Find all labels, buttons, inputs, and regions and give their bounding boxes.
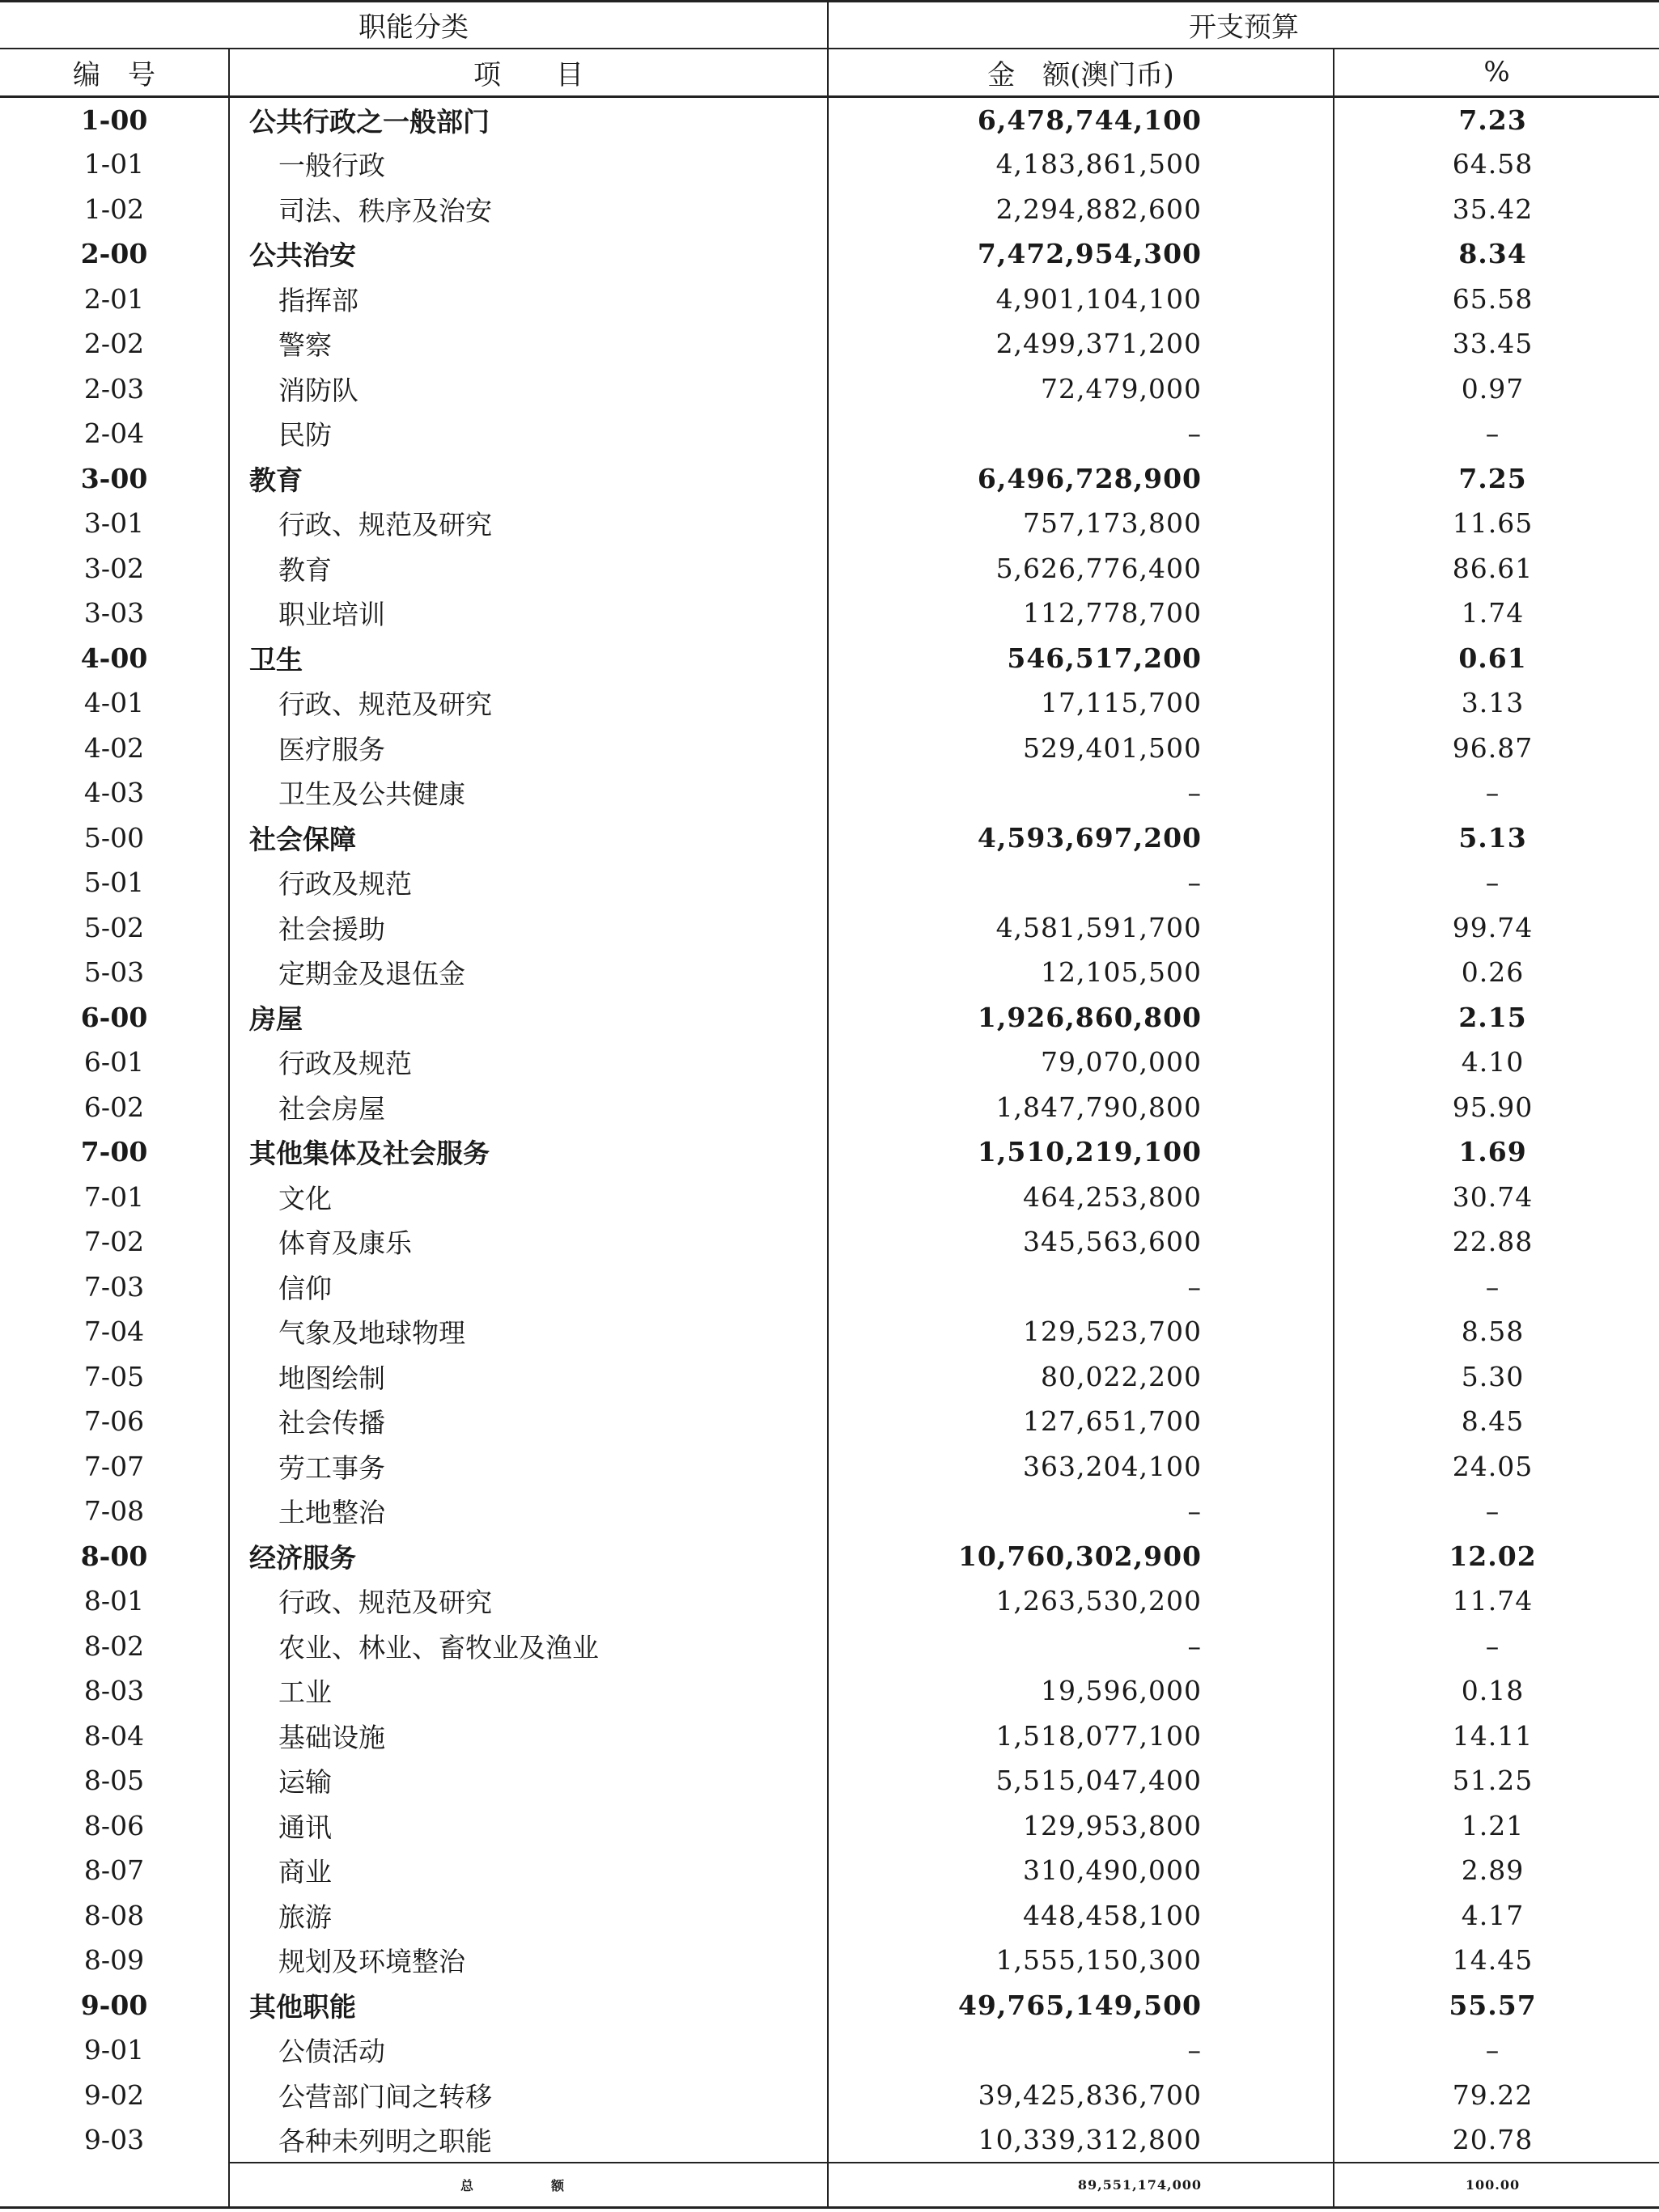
table-row [0, 1085, 1659, 1130]
category-row [0, 636, 1659, 681]
row-percent: 35.42 [1334, 187, 1659, 232]
row-item: 其他职能 [229, 1983, 828, 2028]
row-code: 2-02 [83, 328, 145, 360]
row-amount: 5,515,047,400 [828, 1758, 1334, 1803]
row-item: 公共行政之一般部门 [229, 97, 828, 142]
row-amount: 2,294,882,600 [828, 187, 1334, 232]
row-percent: – [1334, 860, 1659, 905]
row-item: 运输 [229, 1758, 828, 1803]
row-amount: – [828, 2028, 1334, 2073]
table-row [0, 591, 1659, 636]
row-percent: 4.17 [1334, 1893, 1659, 1939]
row-percent: 65.58 [1334, 277, 1659, 322]
row-item: 地图绘制 [229, 1354, 828, 1400]
table-row [0, 1309, 1659, 1354]
row-percent: 0.18 [1334, 1668, 1659, 1714]
row-item: 行政、规范及研究 [229, 501, 828, 546]
row-amount: 546,517,200 [828, 636, 1334, 681]
table-row [0, 1714, 1659, 1759]
row-code: 7-06 [83, 1405, 145, 1438]
row-percent: 1.21 [1334, 1803, 1659, 1849]
category-row [0, 816, 1659, 861]
row-percent: 86.61 [1334, 546, 1659, 591]
table-row [0, 367, 1659, 412]
table-row [0, 1354, 1659, 1400]
row-amount: 39,425,836,700 [828, 2073, 1334, 2118]
row-item: 卫生及公共健康 [229, 770, 828, 816]
row-percent: 11.74 [1334, 1578, 1659, 1624]
table-row [0, 321, 1659, 367]
row-item: 各种未列明之职能 [229, 2117, 828, 2163]
row-item: 体育及康乐 [229, 1219, 828, 1265]
row-percent: 12.02 [1334, 1534, 1659, 1579]
row-item: 房屋 [229, 995, 828, 1040]
row-percent: 95.90 [1334, 1085, 1659, 1130]
row-code: 1-00 [80, 104, 148, 136]
row-amount: 5,626,776,400 [828, 546, 1334, 591]
row-item: 一般行政 [229, 142, 828, 187]
row-amount: 12,105,500 [828, 950, 1334, 995]
row-code: 8-02 [83, 1629, 145, 1662]
row-code: 9-02 [83, 2079, 145, 2111]
table-row [0, 1578, 1659, 1624]
row-amount: 4,593,697,200 [828, 816, 1334, 861]
row-percent: 99.74 [1334, 905, 1659, 951]
category-row [0, 1983, 1659, 2028]
row-code: 8-01 [83, 1585, 145, 1617]
table-row [0, 680, 1659, 726]
row-code: 8-08 [83, 1899, 145, 1931]
row-percent: 20.78 [1334, 2117, 1659, 2163]
row-code: 2-00 [80, 238, 148, 270]
row-percent: 0.97 [1334, 367, 1659, 412]
table-row [0, 1803, 1659, 1849]
total-percent: 100.00 [1334, 2163, 1659, 2208]
row-amount: 310,490,000 [828, 1848, 1334, 1893]
row-code: 2-03 [83, 372, 145, 405]
row-item: 社会保障 [229, 816, 828, 861]
total-label: 总 额 [229, 2163, 828, 2208]
table-row [0, 1668, 1659, 1714]
table-row [0, 1893, 1659, 1939]
row-amount: 127,651,700 [828, 1399, 1334, 1444]
row-amount: 6,478,744,100 [828, 97, 1334, 142]
row-item: 公营部门间之转移 [229, 2073, 828, 2118]
row-amount: 7,472,954,300 [828, 231, 1334, 277]
row-code: 5-00 [83, 821, 145, 854]
row-item: 教育 [229, 546, 828, 591]
row-percent: 4.10 [1334, 1040, 1659, 1085]
row-code: 3-02 [83, 552, 145, 584]
row-code: 5-01 [83, 867, 145, 899]
row-percent: 5.13 [1334, 816, 1659, 861]
row-amount: 1,847,790,800 [828, 1085, 1334, 1130]
row-percent: – [1334, 1265, 1659, 1310]
row-item: 警察 [229, 321, 828, 367]
table-row [0, 1040, 1659, 1085]
row-amount: – [828, 411, 1334, 456]
table-row [0, 2073, 1659, 2118]
row-percent: 96.87 [1334, 726, 1659, 771]
row-amount: 757,173,800 [828, 501, 1334, 546]
row-percent: – [1334, 1489, 1659, 1534]
row-percent: 33.45 [1334, 321, 1659, 367]
row-amount: 529,401,500 [828, 726, 1334, 771]
row-code: 3-00 [80, 462, 148, 494]
row-item: 司法、秩序及治安 [229, 187, 828, 232]
row-item: 教育 [229, 456, 828, 502]
row-item: 商业 [229, 1848, 828, 1893]
row-item: 公共治安 [229, 231, 828, 277]
row-item: 工业 [229, 1668, 828, 1714]
row-item: 定期金及退伍金 [229, 950, 828, 995]
row-amount: 1,263,530,200 [828, 1578, 1334, 1624]
row-percent: 79.22 [1334, 2073, 1659, 2118]
table-header [0, 2, 1659, 97]
row-amount: 4,581,591,700 [828, 905, 1334, 951]
row-percent: 7.23 [1334, 97, 1659, 142]
row-code: 5-03 [83, 956, 145, 989]
table-row [0, 905, 1659, 951]
row-percent: 2.15 [1334, 995, 1659, 1040]
total-row [0, 2163, 1659, 2208]
row-percent: 0.61 [1334, 636, 1659, 681]
row-amount: 1,518,077,100 [828, 1714, 1334, 1759]
row-amount: 448,458,100 [828, 1893, 1334, 1939]
row-code: 1-02 [83, 193, 145, 225]
row-code: 7-00 [80, 1136, 148, 1168]
table-row [0, 860, 1659, 905]
row-code: 7-05 [83, 1360, 145, 1392]
row-item: 职业培训 [229, 591, 828, 636]
table-row [0, 411, 1659, 456]
row-code: 6-00 [80, 1001, 148, 1033]
row-amount: 129,523,700 [828, 1309, 1334, 1354]
table-row [0, 546, 1659, 591]
row-code: 3-01 [83, 507, 145, 540]
row-code: 7-02 [83, 1226, 145, 1258]
row-percent: 14.45 [1334, 1938, 1659, 1983]
row-code: 4-03 [83, 777, 145, 809]
row-percent: 64.58 [1334, 142, 1659, 187]
row-item: 规划及环境整治 [229, 1938, 828, 1983]
row-item: 行政及规范 [229, 1040, 828, 1085]
row-amount: – [828, 1489, 1334, 1534]
category-row [0, 231, 1659, 277]
row-percent: 1.74 [1334, 591, 1659, 636]
table-row [0, 1624, 1659, 1669]
row-item: 卫生 [229, 636, 828, 681]
category-row [0, 97, 1659, 142]
row-code: 7-08 [83, 1495, 145, 1528]
row-code: 8-04 [83, 1719, 145, 1752]
row-amount: 464,253,800 [828, 1175, 1334, 1220]
row-item: 行政、规范及研究 [229, 1578, 828, 1624]
row-item: 公债活动 [229, 2028, 828, 2073]
row-amount: 10,339,312,800 [828, 2117, 1334, 2163]
row-amount: – [828, 1265, 1334, 1310]
row-amount: 10,760,302,900 [828, 1534, 1334, 1579]
row-percent: 8.45 [1334, 1399, 1659, 1444]
row-percent: 22.88 [1334, 1219, 1659, 1265]
row-code: 8-03 [83, 1675, 145, 1707]
row-percent: 30.74 [1334, 1175, 1659, 1220]
row-amount: – [828, 860, 1334, 905]
table-row [0, 770, 1659, 816]
row-item: 通讯 [229, 1803, 828, 1849]
row-amount: 1,510,219,100 [828, 1129, 1334, 1175]
row-item: 信仰 [229, 1265, 828, 1310]
row-item: 其他集体及社会服务 [229, 1129, 828, 1175]
row-amount: 4,901,104,100 [828, 277, 1334, 322]
row-item: 文化 [229, 1175, 828, 1220]
row-amount: 345,563,600 [828, 1219, 1334, 1265]
table-row [0, 2028, 1659, 2073]
row-percent: 8.34 [1334, 231, 1659, 277]
row-percent: 55.57 [1334, 1983, 1659, 2028]
row-amount: 72,479,000 [828, 367, 1334, 412]
row-item: 土地整治 [229, 1489, 828, 1534]
row-item: 社会房屋 [229, 1085, 828, 1130]
category-row [0, 1534, 1659, 1579]
table-row [0, 1938, 1659, 1983]
row-amount: 49,765,149,500 [828, 1983, 1334, 2028]
row-code: 8-05 [83, 1765, 145, 1797]
row-amount: – [828, 770, 1334, 816]
table-row [0, 1444, 1659, 1489]
row-item: 气象及地球物理 [229, 1309, 828, 1354]
row-item: 社会传播 [229, 1399, 828, 1444]
row-code: 8-00 [80, 1540, 148, 1572]
header-percent: % [1334, 49, 1659, 97]
row-code: 5-02 [83, 911, 145, 943]
row-item: 经济服务 [229, 1534, 828, 1579]
table-row [0, 726, 1659, 771]
row-amount: 79,070,000 [828, 1040, 1334, 1085]
header-code: 编 号 [0, 49, 229, 97]
row-percent: – [1334, 1624, 1659, 1669]
row-percent: 24.05 [1334, 1444, 1659, 1489]
table-row [0, 1219, 1659, 1265]
row-percent: – [1334, 770, 1659, 816]
row-code: 7-03 [83, 1270, 145, 1303]
row-code: 1-01 [83, 148, 145, 180]
row-code: 6-01 [83, 1046, 145, 1078]
row-code: 9-01 [83, 2034, 145, 2066]
category-row [0, 456, 1659, 502]
row-item: 行政及规范 [229, 860, 828, 905]
row-item: 基础设施 [229, 1714, 828, 1759]
row-amount: 80,022,200 [828, 1354, 1334, 1400]
row-item: 旅游 [229, 1893, 828, 1939]
row-amount: 129,953,800 [828, 1803, 1334, 1849]
row-item: 农业、林业、畜牧业及渔业 [229, 1624, 828, 1669]
table-row [0, 1848, 1659, 1893]
row-code: 2-01 [83, 282, 145, 315]
row-item: 消防队 [229, 367, 828, 412]
row-amount: 2,499,371,200 [828, 321, 1334, 367]
row-percent: 0.26 [1334, 950, 1659, 995]
row-amount: 19,596,000 [828, 1668, 1334, 1714]
row-item: 行政、规范及研究 [229, 680, 828, 726]
row-item: 民防 [229, 411, 828, 456]
row-percent: 51.25 [1334, 1758, 1659, 1803]
row-amount: 1,555,150,300 [828, 1938, 1334, 1983]
row-percent: 8.58 [1334, 1309, 1659, 1354]
row-code: 6-02 [83, 1091, 145, 1123]
row-amount: 4,183,861,500 [828, 142, 1334, 187]
row-amount: 1,926,860,800 [828, 995, 1334, 1040]
row-percent: 2.89 [1334, 1848, 1659, 1893]
row-percent: 3.13 [1334, 680, 1659, 726]
row-code: 4-01 [83, 687, 145, 719]
row-percent: 5.30 [1334, 1354, 1659, 1400]
table-row [0, 1265, 1659, 1310]
table-row [0, 1175, 1659, 1220]
row-code: 8-06 [83, 1809, 145, 1841]
row-code: 7-01 [83, 1180, 145, 1213]
row-percent: 14.11 [1334, 1714, 1659, 1759]
table-row [0, 1758, 1659, 1803]
row-amount: – [828, 1624, 1334, 1669]
row-percent: 7.25 [1334, 456, 1659, 502]
table-body [0, 97, 1659, 2163]
row-item: 劳工事务 [229, 1444, 828, 1489]
table-row [0, 277, 1659, 322]
row-code: 4-00 [80, 642, 148, 674]
category-row [0, 1129, 1659, 1175]
row-amount: 363,204,100 [828, 1444, 1334, 1489]
row-item: 医疗服务 [229, 726, 828, 771]
table-row [0, 950, 1659, 995]
row-code: 3-03 [83, 597, 145, 629]
table-row [0, 501, 1659, 546]
header-functional-category: 职能分类 [0, 2, 828, 49]
row-item: 社会援助 [229, 905, 828, 951]
row-code: 9-03 [83, 2124, 145, 2156]
row-percent: 1.69 [1334, 1129, 1659, 1175]
row-amount: 17,115,700 [828, 680, 1334, 726]
row-percent: – [1334, 411, 1659, 456]
row-percent: – [1334, 2028, 1659, 2073]
row-code: 7-07 [83, 1450, 145, 1482]
row-code: 8-09 [83, 1944, 145, 1977]
row-code: 4-02 [83, 731, 145, 764]
table-row [0, 1399, 1659, 1444]
row-percent: 11.65 [1334, 501, 1659, 546]
row-code: 8-07 [83, 1854, 145, 1887]
row-code: 2-04 [83, 417, 145, 450]
header-expenditure-budget: 开支预算 [828, 2, 1659, 49]
total-amount: 89,551,174,000 [828, 2163, 1334, 2208]
header-item: 项 目 [229, 49, 828, 97]
row-amount: 112,778,700 [828, 591, 1334, 636]
table-row [0, 1489, 1659, 1534]
total-code-cell [0, 2163, 229, 2208]
row-code: 9-00 [80, 1989, 148, 2021]
row-code: 7-04 [83, 1316, 145, 1348]
table-row [0, 142, 1659, 187]
row-item: 指挥部 [229, 277, 828, 322]
row-amount: 6,496,728,900 [828, 456, 1334, 502]
category-row [0, 995, 1659, 1040]
table-row [0, 2117, 1659, 2163]
header-amount: 金 额(澳门币) [828, 49, 1334, 97]
table-row [0, 187, 1659, 232]
